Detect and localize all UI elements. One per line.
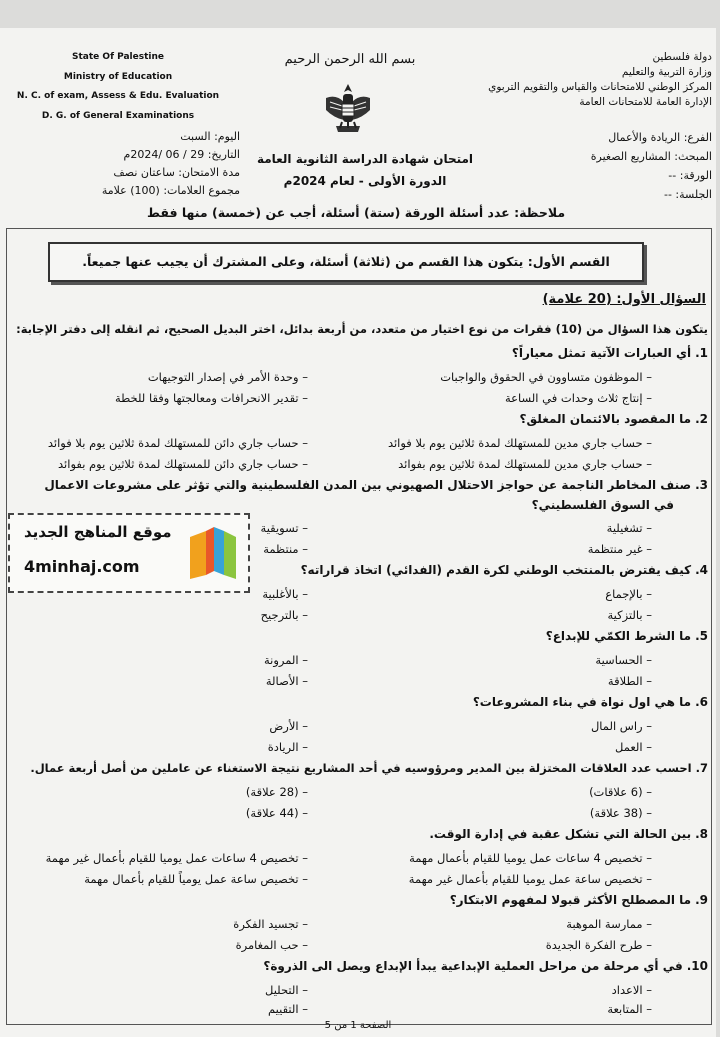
watermark-english: 4minhaj.com: [24, 557, 140, 576]
option: – حساب جاري دائن للمستهلك لمدة ثلاثين يوم بلا فوائد: [48, 436, 308, 450]
option: – طرح الفكرة الجديدة: [546, 938, 652, 952]
header-state-ar: دولة فلسطين: [652, 51, 712, 63]
page-number: الصفحة 1 من 5: [324, 1020, 392, 1031]
question-item: 10.في أي مرحلة من مراحل العملية الإبداعية يبدأ الإبداع ويصل الى الذروة؟: [263, 959, 708, 973]
meta-marks: مجموع العلامات: (100) علامة: [101, 184, 240, 197]
header-english: [8, 48, 228, 126]
option: – بالإجماع: [605, 587, 652, 601]
question-item: 5.ما الشرط الكمّي للإبداع؟: [545, 629, 708, 643]
meta-day: اليوم: السبت: [180, 130, 240, 143]
question-item-continued: في السوق الفلسطيني؟: [531, 498, 674, 512]
exam-title: امتحان شهادة الدراسة الثانوية العامة: [256, 152, 474, 166]
option: – بالترجيح: [261, 608, 308, 622]
header-state: State Of Palestine: [72, 52, 164, 62]
option: – غير منتظمة: [588, 542, 652, 556]
question-item: 1.أي العبارات الآتية تمثل معياراً؟: [511, 346, 708, 360]
option: – (6 علاقات): [589, 785, 652, 799]
option: – حساب جاري مدين للمستهلك لمدة ثلاثين يوم بفوائد: [398, 457, 652, 471]
exam-note: ملاحظة: عدد أسئلة الورقة (ستة) أسئلة، أجب عن (خمسة) منها فقط: [146, 205, 566, 220]
option: – تجسيد الفكرة: [233, 917, 308, 931]
option: – تقدير الانحرافات ومعالجتها وفقا للخطة: [115, 391, 308, 405]
option: – حساب جاري دائن للمستهلك لمدة ثلاثين يوم بفوائد: [58, 457, 308, 471]
option: – راس المال: [591, 719, 652, 733]
question-item: 9.ما المصطلح الأكثر قبولا لمفهوم الابتكار؟: [449, 893, 708, 907]
header-ministry-ar: وزارة التربية والتعليم: [621, 66, 712, 78]
exam-round: الدورة الأولى - لعام 2024م: [283, 174, 447, 188]
watermark-arabic: موقع المناهج الجديد: [24, 523, 172, 541]
site-watermark: [8, 513, 250, 593]
option: – حب المغامرة: [236, 938, 308, 952]
header-arabic: [412, 50, 712, 110]
question-item: 4.كيف يفترض بالمنتخب الوطني لكرة القدم (الفدائي) اتخاذ قراراته؟: [300, 563, 708, 577]
question-one-intro: يتكون هذا السؤال من (10) فقرات من نوع اختيار من متعدد، من أربعة بدائل، اختر البديل الصحيح، ثم انقله إلى دفتر الإجابة:: [16, 322, 708, 336]
option: – إنتاج ثلاث وحدات في الساعة: [505, 391, 652, 405]
option: – المتابعة: [607, 1002, 652, 1016]
option: – الحساسية: [595, 653, 652, 667]
option: – تشغيلية: [607, 521, 652, 535]
option: – الاعداد: [612, 983, 652, 997]
meta-paper: الورقة: --: [668, 169, 712, 182]
option: – المرونة: [264, 653, 308, 667]
exam-meta-right: [591, 128, 712, 204]
question-one-title: السؤال الأول: (20 علامة): [542, 292, 706, 307]
option: – بالتزكية: [607, 608, 652, 622]
question-item: 8.بين الحالة التي تشكل عقبة في إدارة الوقت.: [429, 827, 708, 841]
meta-duration: مدة الامتحان: ساعتان نصف: [113, 166, 240, 179]
exam-title-block: [250, 148, 480, 192]
option: – حساب جاري مدين للمستهلك لمدة ثلاثين يوم بلا فوائد: [388, 436, 652, 450]
basmala: بسم الله الرحمن الرحيم: [284, 52, 416, 67]
header-directorate: D. G. of General Examinations: [41, 110, 195, 121]
question-item: 2.ما المقصود بالائتمان المغلق؟: [519, 412, 708, 426]
option: – (44 علاقة): [246, 806, 308, 820]
option: – وحدة الأمر في إصدار التوجيهات: [148, 370, 308, 384]
option: – تخصيص ساعة عمل يوميا للقيام بأعمال غير مهمة: [409, 872, 652, 886]
option: – منتظمة: [263, 542, 308, 556]
meta-session: الجلسة: --: [663, 188, 712, 201]
question-item: 3.صنف المخاطر الناجمة عن حواجز الاحتلال الصهيوني بين المدن الفلسطينية والتي تؤثر على مشروعات الاعمال: [44, 478, 708, 492]
option: – (28 علاقة): [246, 785, 308, 799]
section-one-box: القسم الأول: يتكون هذا القسم من (ثلاثة) أسئلة، وعلى المشترك أن يجيب عنها جميعاً.: [48, 242, 644, 282]
option: – التحليل: [265, 983, 308, 997]
option: – بالأغلبية: [262, 587, 308, 601]
option: – تخصيص 4 ساعات عمل يوميا للقيام بأعمال مهمة: [409, 851, 652, 865]
option: – العمل: [615, 740, 652, 754]
option: – التقييم: [268, 1002, 308, 1016]
meta-date: التاريخ: 29 / 06 /2024م: [123, 148, 240, 161]
meta-subject: المبحث: المشاريع الصغيرة: [590, 150, 712, 163]
option: – الأرض: [269, 719, 308, 733]
meta-branch: الفرع: الريادة والأعمال: [608, 131, 712, 144]
option: – تخصيص 4 ساعات عمل يوميا للقيام بأعمال غير مهمة: [46, 851, 308, 865]
option: – ممارسة الموهبة: [566, 917, 652, 931]
option: – (38 علاقة): [590, 806, 652, 820]
option: – الموظفون متساوون في الحقوق والواجبات: [440, 370, 652, 384]
book-logo-icon: [184, 523, 242, 583]
exam-meta-left: [55, 128, 240, 200]
palestine-eagle-emblem-icon: [322, 80, 374, 138]
question-item: 7.احسب عدد العلاقات المختزلة بين المدير ومرؤوسيه في أحد المشاريع نتيجة الاستغناء عن عاملين من أصل أربعة عمال.: [30, 761, 708, 775]
option: – تخصيص ساعة عمل يومياً للقيام بأعمال مهمة: [84, 872, 308, 886]
header-center-ar: المركز الوطني للامتحانات والقياس والتقويم التربوي: [488, 81, 712, 93]
option: – تسويقية: [261, 521, 308, 535]
header-directorate-ar: الإدارة العامة للامتحانات العامة: [579, 96, 712, 108]
option: – الأصالة: [266, 674, 308, 688]
question-item: 6.ما هي اول نواة في بناء المشروعات؟: [472, 695, 708, 709]
option: – الطلاقة: [608, 674, 652, 688]
header-center: N. C. of exam, Assess & Edu. Evaluation: [16, 91, 220, 101]
option: – الريادة: [268, 740, 308, 754]
header-ministry: Ministry of Education: [63, 71, 173, 82]
